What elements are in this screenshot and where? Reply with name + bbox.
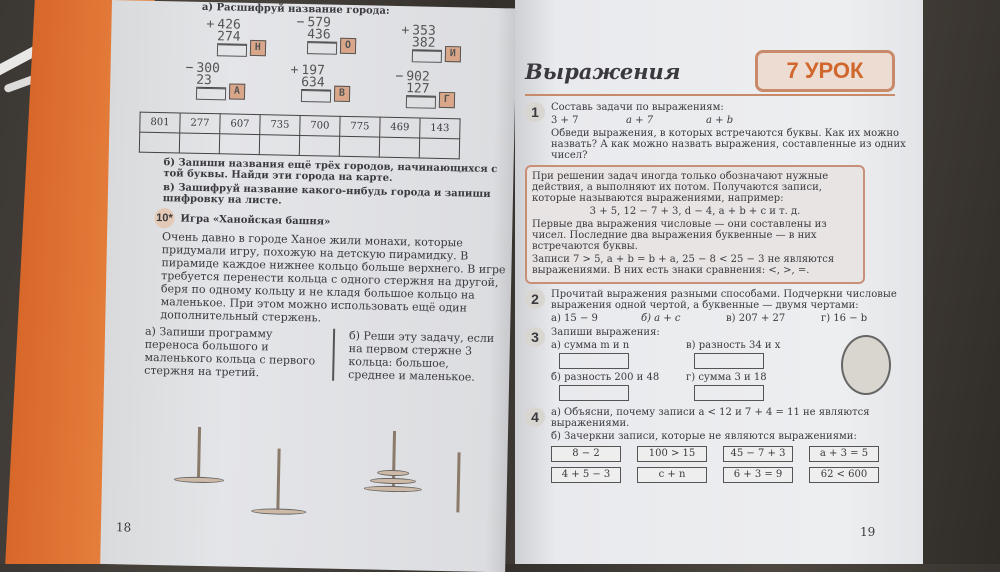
task-a: а) Расшифруй название города: [201, 1, 390, 17]
expression-box[interactable]: c + n [637, 467, 707, 483]
decode-examples [165, 12, 512, 119]
ring [174, 476, 224, 483]
table-value: 700 [300, 115, 340, 136]
expr: a + 7 [626, 115, 654, 126]
task10-a: а) Запиши программу переноса большого и маленького кольца с первого стержня на третий. [144, 325, 335, 381]
expression-box[interactable]: 6 + 3 = 9 [723, 467, 793, 483]
table-value: 277 [180, 113, 220, 134]
top-number: 426 [217, 17, 241, 33]
operator: + [206, 16, 215, 33]
letter-cell[interactable] [379, 137, 419, 158]
t2-item: б) a + c [641, 313, 681, 324]
cipher-letter: И [445, 46, 461, 62]
bottom-number: 274 [217, 31, 247, 45]
t3-item: а) сумма m и n [551, 340, 630, 351]
expression-box[interactable]: 62 < 600 [809, 467, 879, 483]
cipher-letter: А [229, 83, 245, 99]
top-number: 197 [301, 62, 326, 79]
letter-cell[interactable] [419, 138, 459, 159]
task4-number: 4 [525, 407, 545, 427]
answer-box[interactable] [559, 353, 629, 369]
tower-rod [276, 449, 280, 514]
task2-text: Прочитай выражения разными способами. Подчеркни числовые выражения одной чертой, а буквенные — двумя чертами: [551, 289, 897, 311]
bottom-number: 127 [406, 83, 436, 97]
answer-cells[interactable] [217, 44, 247, 57]
answer-box[interactable] [559, 385, 629, 401]
task10-text: Очень давно в городе Ханое жили монахи, которые придумали игру, похожую на детскую пирамидку. В пирамиде каждое нижнее кольцо больше верхнего. В игре требуется перенести кольца с одного стержня на другой, беря по одному кольцу и не кладя большое кольцо на маленькое. При этом можно использовать ещё один дополнительный стержень. [160, 230, 506, 325]
left-page [100, 0, 517, 572]
t3-item: б) разность 200 и 48 [551, 372, 660, 383]
task10-b: б) Реши эту задачу, если на первом стержне 3 кольца: большое, среднее и маленькое. [348, 329, 495, 384]
operator: − [185, 60, 194, 76]
letter-cell[interactable] [219, 134, 259, 155]
letter-cell[interactable] [299, 135, 339, 156]
expression-box[interactable]: 45 − 7 + 3 [723, 446, 793, 462]
letter-cell[interactable] [259, 135, 299, 156]
task1-text: Составь задачи по выражениям: [551, 102, 724, 113]
bottom-number: 436 [307, 29, 337, 43]
t3-item: г) сумма 3 и 18 [686, 372, 767, 383]
answer-cells[interactable] [307, 42, 337, 55]
table-value: 801 [140, 112, 180, 133]
column-example [401, 25, 462, 63]
expr: 3 + 7 [551, 115, 579, 126]
rule-text: Первые два выражения числовые — они составлены из чисел. Последние два выражения буквенные — в них встречаются буквы. [532, 219, 827, 252]
table-value: 143 [420, 118, 460, 139]
t2-item: а) 15 − 9 [551, 313, 598, 324]
letter-cell[interactable] [179, 133, 219, 154]
top-number: 902 [406, 69, 430, 85]
table-value: 775 [340, 116, 380, 137]
page-number: 19 [860, 525, 876, 539]
ring [364, 485, 422, 492]
task3-text: Запиши выражения: [551, 327, 660, 338]
task4-a: а) Объясни, почему записи a < 12 и 7 + 4 = 11 не являются выражениями. [551, 407, 870, 429]
left-page-content [144, 1, 512, 384]
cipher-letter: Г [439, 92, 455, 108]
column-example [296, 14, 357, 55]
task2-number: 2 [525, 289, 545, 309]
rule-text: Записи 7 > 5, a + b = b + a, 25 − 8 < 25 − 3 не являются выражениями. В них есть знаки сравнения: <, >, =. [532, 254, 835, 276]
expression-box[interactable]: 4 + 5 − 3 [551, 467, 621, 483]
column-example [290, 62, 351, 103]
letter-cell[interactable] [339, 136, 379, 157]
top-number: 579 [307, 15, 332, 31]
letter-cell[interactable] [139, 132, 179, 153]
task1-number: 1 [525, 102, 545, 122]
expr: a + b [706, 115, 734, 126]
tower-rod [456, 452, 460, 512]
operator: − [395, 68, 404, 85]
ring [377, 470, 409, 477]
task-v: в) Зашифруй название какого-нибудь города и запиши шифровку на листе. [162, 182, 491, 207]
task4-b: б) Зачеркни записи, которые не являются выражениями: [551, 431, 857, 442]
answer-table [139, 112, 461, 160]
expression-box[interactable]: 100 > 15 [637, 446, 707, 462]
table-value: 735 [260, 115, 300, 136]
answer-cells[interactable] [301, 90, 331, 103]
top-number: 353 [412, 23, 436, 39]
answer-cells[interactable] [196, 88, 226, 101]
right-page [515, 0, 923, 564]
page-number: 18 [115, 520, 132, 535]
t2-item: в) 207 + 27 [726, 313, 786, 324]
expression-box[interactable]: 8 − 2 [551, 446, 621, 462]
bottom-number: 382 [412, 37, 442, 51]
cipher-letter: В [334, 86, 350, 102]
column-example [206, 16, 267, 57]
column-example [185, 60, 246, 101]
operator: − [296, 14, 305, 31]
top-number: 300 [196, 60, 221, 77]
bottom-number: 23 [196, 75, 226, 89]
bottom-number: 634 [301, 77, 331, 91]
table-value: 607 [220, 114, 260, 135]
task-b: б) Запиши названия ещё трёх городов, начинающихся с той буквы. Найди эти города на карте. [163, 157, 498, 184]
right-page-content [525, 50, 910, 483]
rule-text: При решении задач иногда только обозначают нужные действия, а выполняют их потом. Получаются записи, которые называются выражениями, например: [532, 171, 829, 204]
table-value: 469 [380, 117, 420, 138]
lesson-badge: 7 УРОК [755, 50, 895, 92]
operator: + [290, 62, 299, 78]
answer-box[interactable] [694, 385, 764, 401]
column-example [395, 68, 456, 109]
bee-illustration [841, 335, 891, 395]
cipher-letter: О [340, 38, 356, 54]
answer-box[interactable] [694, 353, 764, 369]
cipher-letter: Н [250, 40, 266, 56]
expression-box[interactable]: a + 3 = 5 [809, 446, 879, 462]
answer-cells[interactable] [412, 50, 442, 63]
task3-number: 3 [525, 327, 545, 347]
ring [370, 478, 416, 485]
rod-base [251, 508, 306, 515]
rule-examples: 3 + 5, 12 − 7 + 3, d − 4, a + b + c и т. д. [589, 206, 801, 217]
task10-title: Игра «Ханойская башня» [180, 212, 331, 228]
operator: + [401, 23, 410, 39]
tower-rod [197, 427, 201, 482]
t3-item: в) разность 34 и x [686, 340, 781, 351]
task1-text2: Обведи выражения, в которых встречаются буквы. Как их можно назвать? А как можно назвать выражения, составленные из одних чисел? [551, 128, 906, 161]
task10-number: 10* [154, 208, 174, 228]
rule-box [525, 165, 865, 284]
answer-cells[interactable] [406, 96, 436, 109]
page-title: Выражения [525, 58, 681, 84]
t2-item: г) 16 − b [821, 313, 868, 324]
